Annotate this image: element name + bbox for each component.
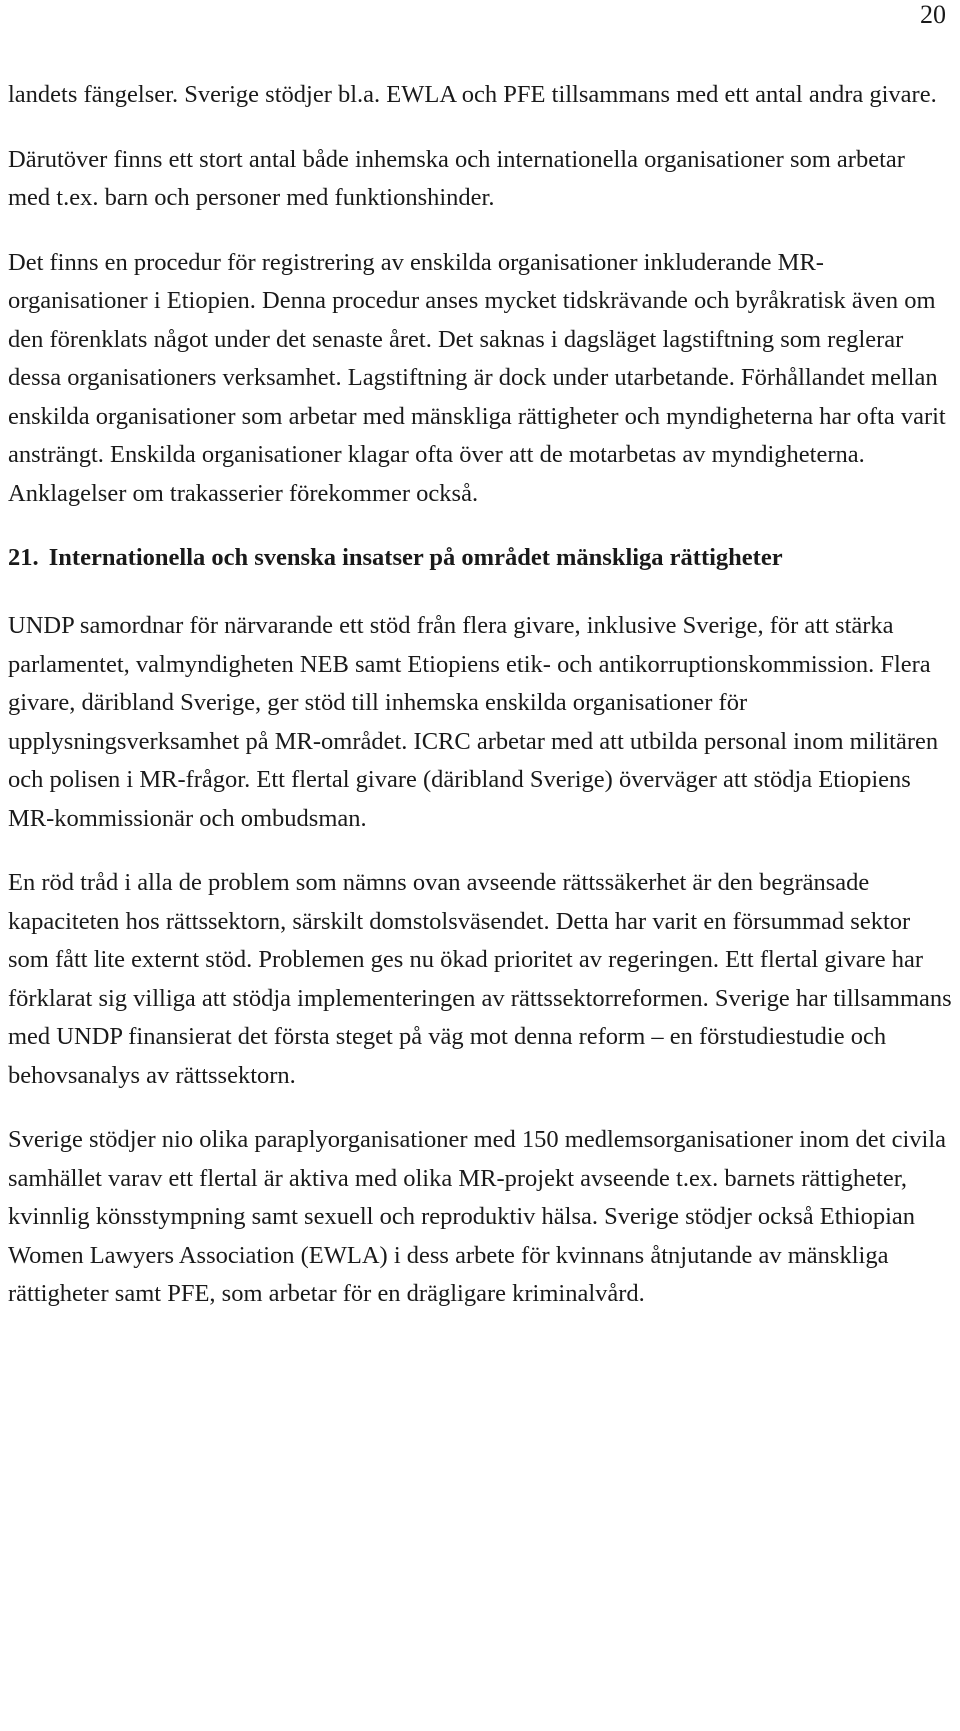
paragraph-registration-procedure: Det finns en procedur för registrering av enskilda organisationer inkluderande MR-organisationer i Etiopien. Denna procedur anses mycket tidskrävande och byråkratisk även om den förenklats något under det senaste året. Det saknas i dagsläget lagstiftning som reglerar dessa organisationers verksamhet. Lagstiftning är dock under utarbetande. Förhållandet mellan enskilda organisationer som arbetar med mänskliga rättigheter och myndigheterna har ofta varit ansträngt. Enskilda organisationer klagar ofta över att de motarbetas av myndigheterna. Anklagelser om trakasserier förekommer också.: [8, 248, 946, 507]
paragraph-umbrella-organisations: Sverige stödjer nio olika paraplyorganisationer med 150 medlemsorganisationer inom det civila samhället varav ett flertal är aktiva med olika MR-projekt avseende t.ex. barnets rättigheter, kvinnlig könsstympning samt sexuell och reproduktiv hälsa. Sverige stödjer också Ethiopian Women Lawyers Association (EWLA) i dess arbete för kvinnans åtnjutande av mänskliga rättigheter samt PFE, som arbetar för en drägligare kriminalvård.: [8, 1126, 947, 1307]
paragraph-prisons-support: landets fängelser. Sverige stödjer bl.a. EWLA och PFE tillsammans med ett antal andra givare.: [8, 81, 937, 108]
section-heading: [8, 539, 953, 577]
document-body: [8, 76, 953, 1314]
section-number: 21.: [8, 544, 39, 571]
paragraph-undp-support: UNDP samordnar för närvarande ett stöd från flera givare, inklusive Sverige, för att stärka parlamentet, valmyndigheten NEB samt Etiopiens etik- och antikorruptionskommission. Flera givare, däribland Sverige, ger stöd till inhemska enskilda organisationer för upplysningsverksamhet på MR-området. ICRC arbetar med att utbilda personal inom militären och polisen i MR-frågor. Ett flertal givare (däribland Sverige) överväger att stödja Etiopiens MR-kommissionär och ombudsman.: [8, 612, 939, 832]
section-title: Internationella och svenska insatser på området mänskliga rättigheter: [48, 544, 783, 571]
page-number: 20: [920, 0, 946, 29]
paragraph-international-organisations: Därutöver finns ett stort antal både inhemska och internationella organisationer som arbetar med t.ex. barn och personer med funktionshinder.: [8, 145, 905, 211]
paragraph-justice-sector: En röd tråd i alla de problem som nämns ovan avseende rättssäkerhet är den begränsade kapaciteten hos rättssektorn, särskilt domstolsväsendet. Detta har varit en försummad sektor som fått lite externt stöd. Problemen ges nu ökad prioritet av regeringen. Ett flertal givare har förklarat sig villiga att stödja implementeringen av rättssektorreformen. Sverige har tillsammans med UNDP finansierat det första steget på väg mot denna reform – en förstudiestudie och behovsanalys av rättssektorn.: [8, 869, 952, 1089]
